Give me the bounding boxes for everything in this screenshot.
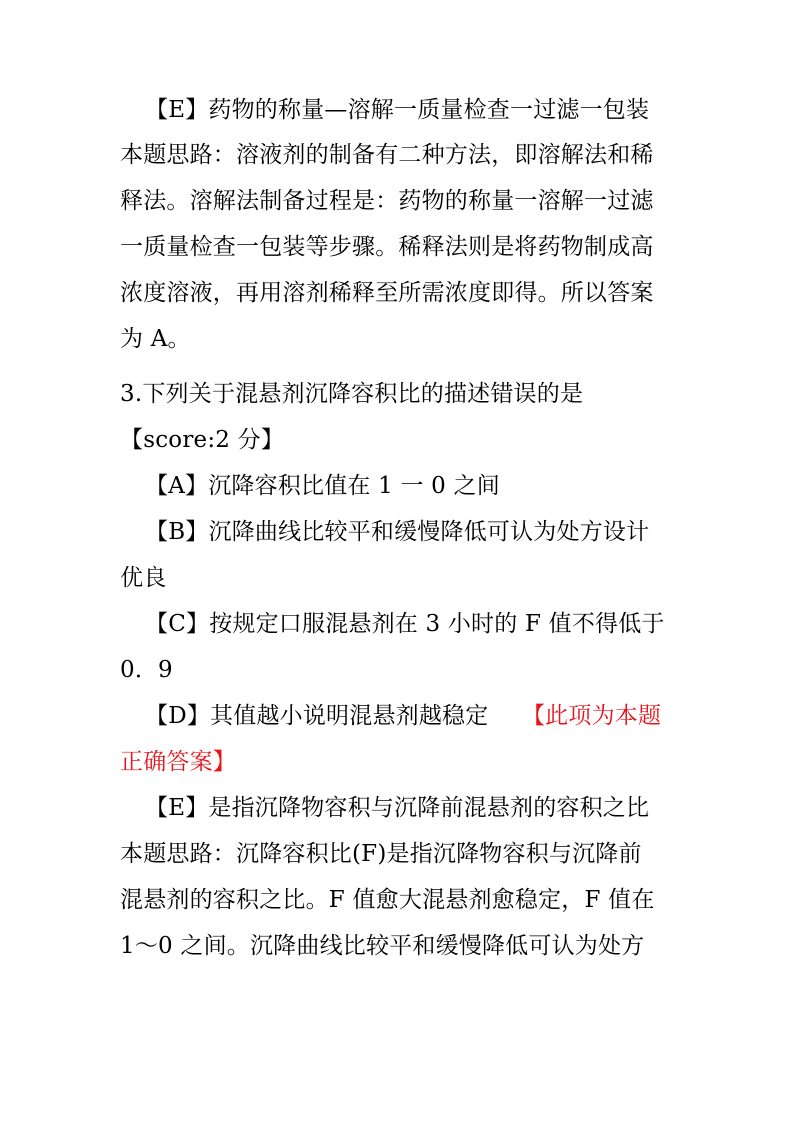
prev-explanation-line-5: 为 A。 [120,326,191,352]
question-score: 【score:2 分】 [120,427,285,453]
option-e: 【E】是指沉降物容积与沉降前混悬剂的容积之比 [145,795,650,821]
prev-explanation-line-4: 浓度溶液，再用溶剂稀释至所需浓度即得。所以答案 [120,280,654,306]
option-d-text: 【D】其值越小说明混悬剂越稳定 [145,703,489,729]
prev-explanation-line-2: 释法。溶解法制备过程是：药物的称量一溶解一过滤 [120,188,654,214]
explanation-line-3: 1～0 之间。沉降曲线比较平和缓慢降低可认为处方 [120,933,645,959]
option-c-line-2: 0．9 [120,657,173,683]
prev-option-e: 【E】药物的称量—溶解一质量检查一过滤一包装 [145,97,650,123]
question-stem: 3.下列关于混悬剂沉降容积比的描述错误的是 [120,381,584,407]
correct-answer-mark-continued: 正确答案】 [120,749,236,775]
option-b-line-1: 【B】沉降曲线比较平和缓慢降低可认为处方设计 [145,519,650,545]
prev-explanation-line-1: 本题思路：溶液剂的制备有二种方法，即溶解法和稀 [120,142,654,168]
prev-explanation-line-3: 一质量检查一包装等步骤。稀释法则是将药物制成高 [120,234,654,260]
option-a: 【A】沉降容积比值在 1 一 0 之间 [145,473,500,499]
option-b-line-2: 优良 [120,565,167,591]
option-c-line-1: 【C】按规定口服混悬剂在 3 小时的 F 值不得低于 [145,611,665,637]
correct-answer-mark: 【此项为本题 [521,703,662,729]
explanation-line-1: 本题思路：沉降容积比(F)是指沉降物容积与沉降前 [120,841,642,867]
option-d [145,700,705,732]
explanation-line-2: 混悬剂的容积之比。F 值愈大混悬剂愈稳定，F 值在 [120,887,655,913]
